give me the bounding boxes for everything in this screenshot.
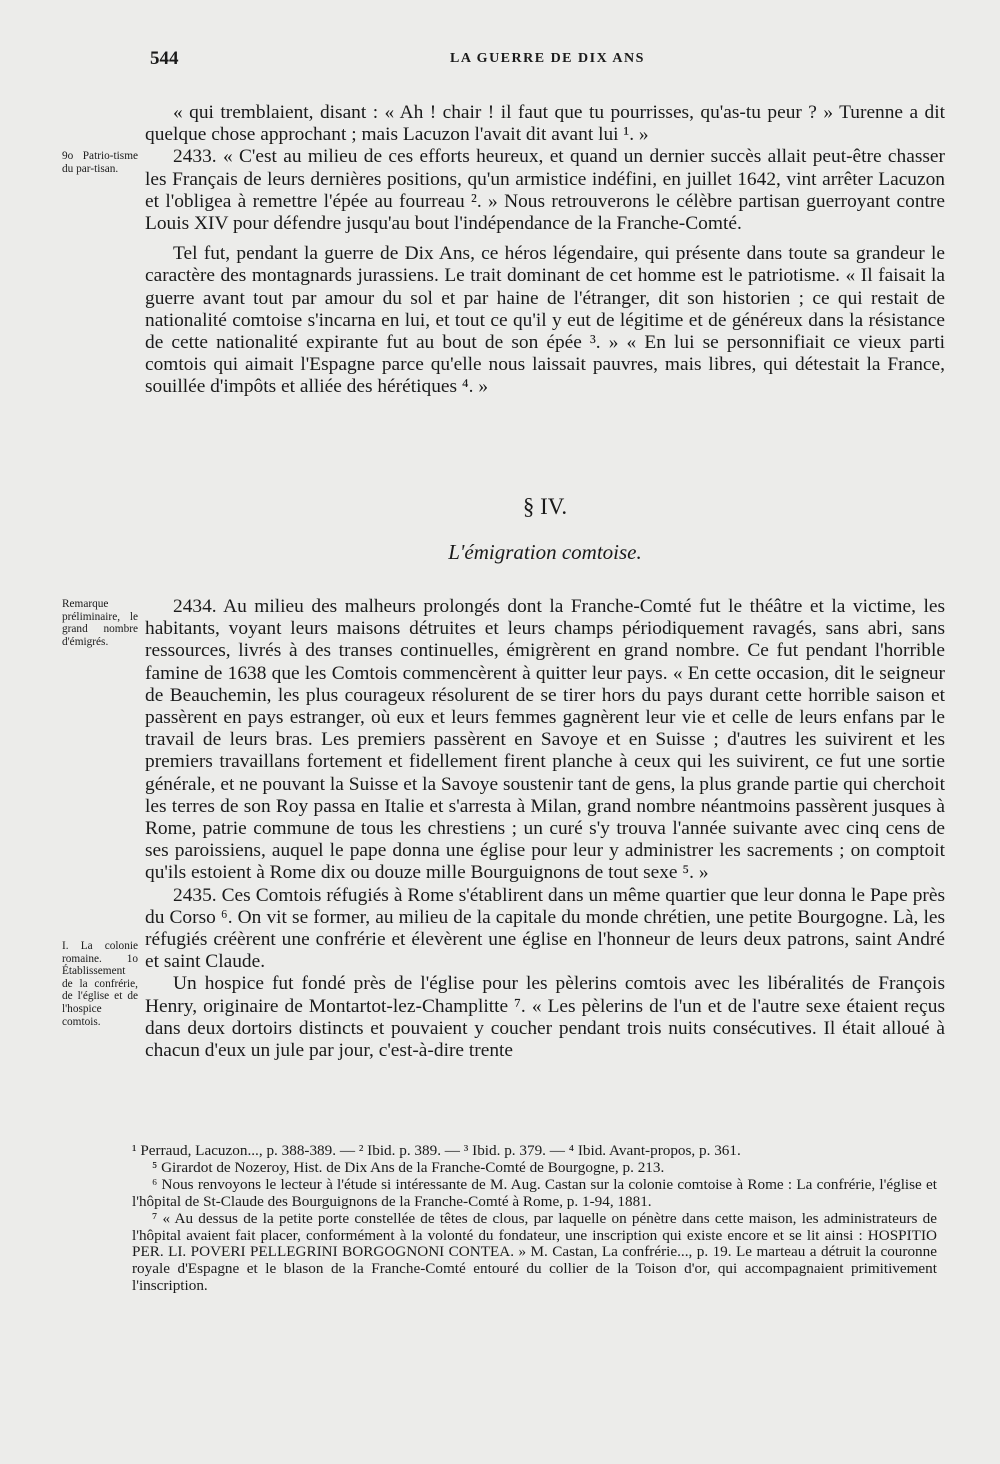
section-title: L'émigration comtoise. bbox=[448, 540, 642, 564]
margin-note-remarque: Remarque préliminaire, le grand nombre d'émigrés. bbox=[62, 598, 138, 648]
text-block-bottom bbox=[145, 596, 945, 1062]
page-number: 544 bbox=[150, 48, 179, 69]
margin-note-patriotisme: 9o Patrio-tisme du par-tisan. bbox=[62, 150, 138, 175]
margin-note-colonie: I. La colonie romaine. 1o Établissement de la confrérie, de l'église et de l'hospice comtois. bbox=[62, 940, 138, 1028]
text-block-top bbox=[145, 102, 945, 399]
running-title: LA GUERRE DE DIX ANS bbox=[450, 51, 645, 66]
footnote-1-4: ¹ Perraud, Lacuzon..., p. 388-389. — ² Ibid. p. 389. — ³ Ibid. p. 379. — ⁴ Ibid. Avant-propos, p. 361. bbox=[132, 1142, 741, 1159]
footnote-5: ⁵ Girardot de Nozeroy, Hist. de Dix Ans de la Franche-Comté de Bourgogne, p. 213. bbox=[152, 1158, 665, 1176]
footnote-6: ⁶ Nous renvoyons le lecteur à l'étude si intéressante de M. Aug. Castan sur la colonie comtoise à Rome : La confrérie, l'église et l'hôpital de St-Claude des Bourguignons de la Franche-Comté à Rome, p. 1-94, 1881. bbox=[132, 1175, 937, 1210]
paragraph-2435: 2435. Ces Comtois réfugiés à Rome s'établirent dans un même quartier que leur donna le Pape près du Corso ⁶. On vit se former, au milieu de la capitale du monde chrétien, une petite Bourgogne. Là, les réfugiés créèrent une confrérie et élevèrent une église en l'honneur de leurs deux patrons, saint André et saint Claude. bbox=[145, 884, 945, 973]
paragraph-hero: Tel fut, pendant la guerre de Dix Ans, ce héros légendaire, qui présente dans toute sa grandeur le caractère des montagnards jurassiens. Le trait dominant de cet homme est le patriotisme. « Il faisait la guerre avant tout par amour du sol et par haine de l'étranger, dit son historien ; ce qui restait de nationalité comtoise s'incarna en lui, et tout ce qu'il y eut de légitime et de généreux dans la résistance de cette nationalité expirante fut au bout de son épée ³. » « En lui se personnifiait ce vieux parti comtois qui aimait l'Espagne parce qu'elle nous laissait pauvres, mais libres, qui détestait la France, souillée d'impôts et alliée des hérétiques ⁴. » bbox=[145, 243, 945, 398]
page-header bbox=[150, 48, 950, 72]
section-number: § IV. bbox=[522, 494, 568, 519]
paragraph-quote-end: « qui tremblaient, disant : « Ah ! chair ! il faut que tu pourrisses, qu'as-tu peur ? » Turenne a dit quelque chose approchant ; mais Lacuzon l'avait dit avant lui ¹. » bbox=[145, 102, 945, 146]
footnote-7: ⁷ « Au dessus de la petite porte constellée de têtes de clous, par laquelle on pénètre dans cette maison, les administrateurs de l'hôpital avaient fait placer, conformément à la volonté du fondateur, une inscription qui existe encore et se lit ainsi : HOSPITIO PER. LI. POVERI PELLEGRINI BORGOGNONI CONTEA. » M. Castan, La confrérie..., p. 19. Le marteau a détruit la couronne royale d'Espagne et le blason de la Franche-Comté entouré du collier de la Toison d'or, qui accompagnaient primitivement l'inscription. bbox=[132, 1209, 937, 1295]
paragraph-2434: 2434. Au milieu des malheurs prolongés dont la Franche-Comté fut le théâtre et la victime, les habitants, voyant leurs maisons détruites et leurs champs périodiquement ravagés, sans abri, sans ressources, livrés à des transes continuelles, émigrèrent en grand nombre. Ce fut pendant l'horrible famine de 1638 que les Comtois commencèrent à quitter leur pays. « En cette occasion, dit le seigneur de Beauchemin, les plus courageux résolurent de se tirer hors du pays durant cette horrible saison et passèrent en pays estranger, où eux et leurs femmes gagnèrent leur vie et celle de leurs enfans par le travail de leurs bras. Les premiers passèrent en Savoye et en Suisse ; d'autres les suivirent et les premiers travaillans fortement et fidellement firent planche à ceux qui les suivirent, ce fut une sortie générale, et ne pouvant la Suisse et la Savoye soustenir tant de gens, la plus grande partie qui cherchoit les terres de son Roy passa en Italie et s'arresta à Milan, grand nombre néantmoins passèrent jusques à Rome, patrie commune de tous les chrestiens ; un curé s'y trouva l'année suivante avec cinq cens de ses paroissiens, auquel le pape donna une église pour leur y administrer les sacrements ; on comptoit qu'ils estoient à Rome dix ou douze mille Bourguignons de tout sexe ⁵. » bbox=[145, 596, 945, 884]
footnotes bbox=[132, 1143, 937, 1295]
paragraph-2433: 2433. « C'est au milieu de ces efforts heureux, et quand un dernier succès allait peut-être chasser les Français de leurs dernières positions, qu'un armistice indéfini, en juillet 1642, vint arrêter Lacuzon et l'obligea à remettre l'épée au fourreau ². » Nous retrouverons le célèbre partisan guerroyant contre Louis XIV pour défendre jusqu'au bout l'indépendance de la Franche-Comté. bbox=[145, 146, 945, 235]
paragraph-hospice: Un hospice fut fondé près de l'église pour les pèlerins comtois avec les libéralités de François Henry, originaire de Montartot-lez-Champlitte ⁷. « Les pèlerins de l'un et de l'autre sexe étaient reçus dans deux dortoirs distincts et pouvaient y coucher pendant trois nuits consécutives. Il était alloué à chacun d'eux un jule par jour, c'est-à-dire trente bbox=[145, 973, 945, 1062]
